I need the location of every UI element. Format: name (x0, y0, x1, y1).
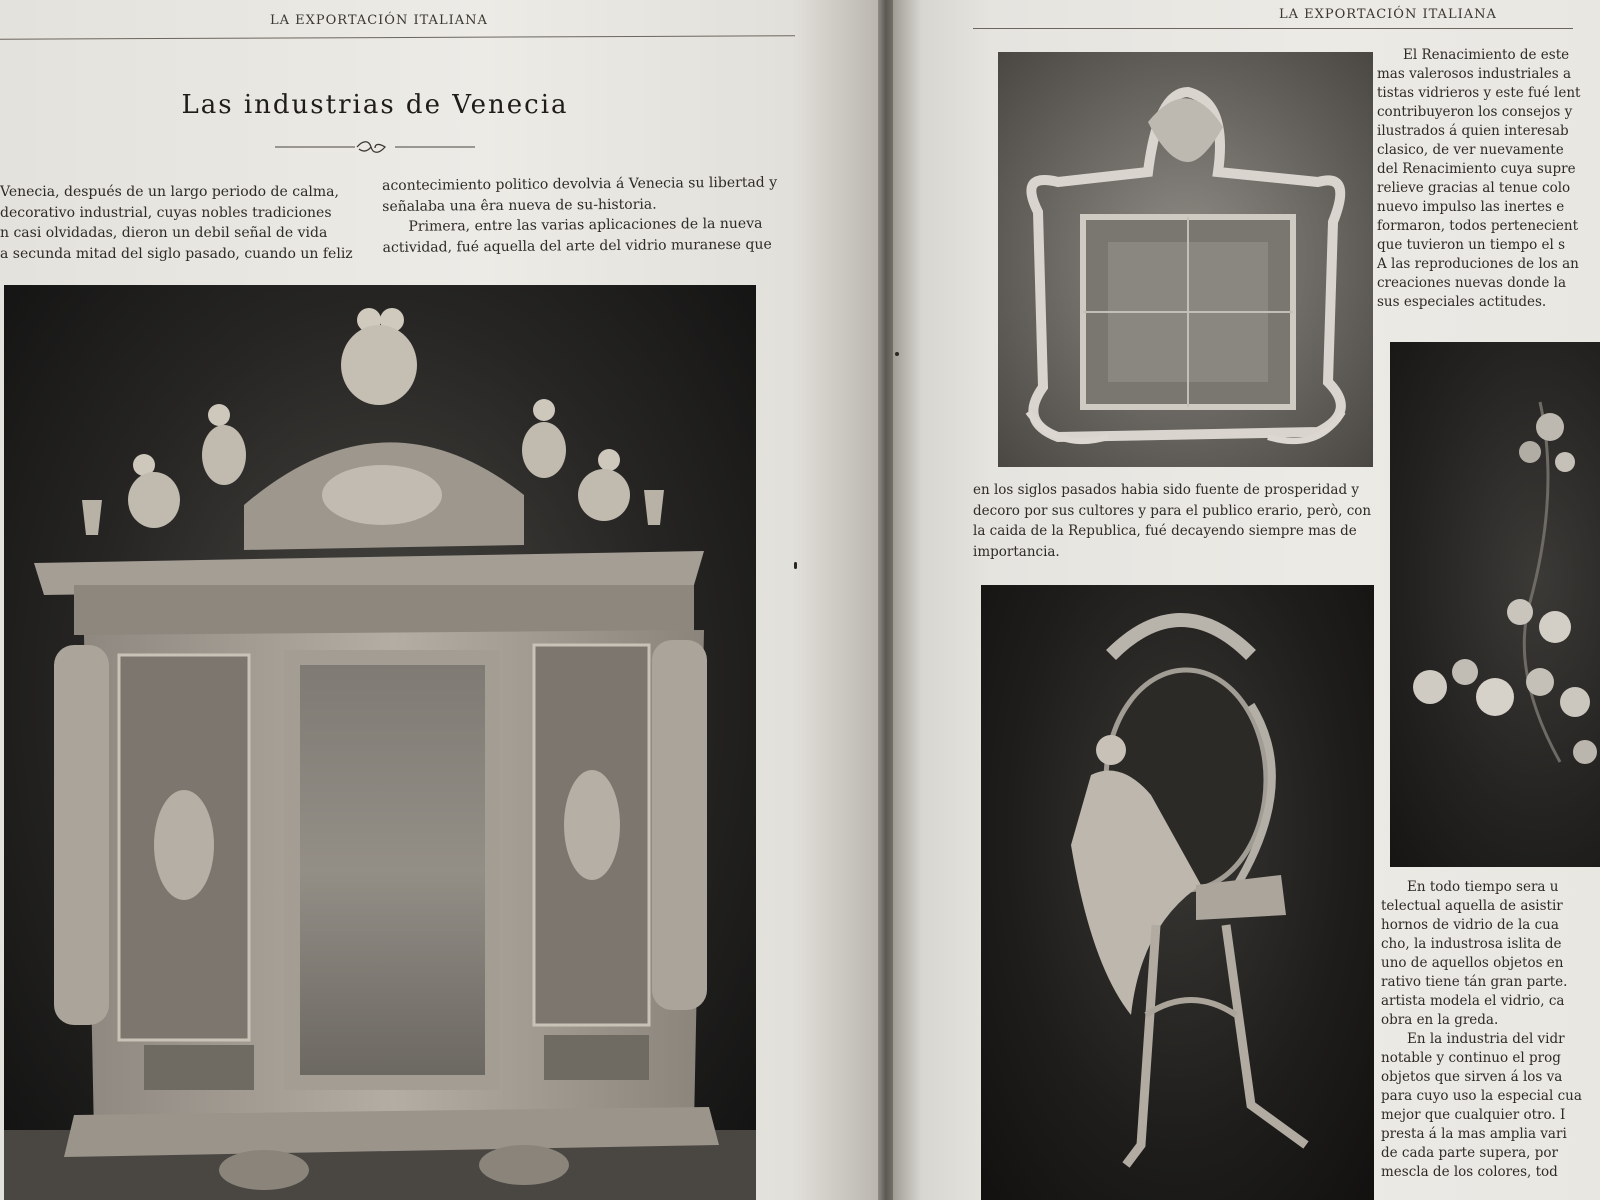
title-ornament (275, 140, 475, 154)
text-line: de cada parte supera, por (1381, 1145, 1558, 1161)
header-rule-right (973, 28, 1573, 29)
text-line: presta á la mas amplia vari (1381, 1126, 1567, 1142)
text-line: actividad, fué aquella del arte del vidrio muranese que (382, 236, 772, 256)
text-line: mas valerosos industriales a (1377, 66, 1572, 82)
text-line: importancia. (973, 543, 1060, 560)
header-rule-left (0, 35, 795, 39)
text-line: El Renacimiento de este (1403, 47, 1570, 63)
text-line: notable y continuo el prog (1381, 1050, 1561, 1066)
venetian-mirror-illustration (998, 52, 1373, 467)
text-line: cho, la industrosa islita de (1381, 936, 1562, 952)
text-line: artista modela el vidrio, ca (1381, 993, 1565, 1009)
text-line: del Renacimiento cuya supre (1377, 161, 1576, 177)
right-column-bottom (1381, 878, 1600, 1182)
text-line: Primera, entre las varias aplicaciones de la nueva (408, 215, 763, 235)
right-page (893, 0, 1600, 1200)
text-line: uno de aquellos objetos en (1381, 955, 1564, 971)
text-line: sus especiales actitudes. (1377, 294, 1547, 310)
cabinet-illustration (4, 285, 756, 1200)
text-line: clasico, de ver nuevamente (1377, 142, 1564, 158)
cabinet-photo (4, 285, 756, 1200)
text-line: señalaba una êra nueva de su-historia. (382, 196, 657, 215)
text-line: En todo tiempo sera u (1407, 879, 1559, 895)
text-line: formaron, todos pertenecient (1377, 218, 1578, 234)
running-head-left: LA EXPORTACIÓN ITALIANA (270, 13, 488, 28)
intro-column-2 (382, 172, 786, 258)
glass-flowers-photo (1390, 342, 1600, 867)
text-line: n casi olvidadas, dieron un debil señal de vida (0, 225, 328, 241)
text-line: mescla de los colores, tod (1381, 1164, 1558, 1180)
text-line: en los siglos pasados habia sido fuente de prosperidad y (973, 482, 1360, 498)
text-line: ilustrados á quien interesab (1377, 123, 1569, 139)
text-line: obra en la greda. (1381, 1012, 1499, 1028)
text-line: acontecimiento politico devolvia á Venecia su libertad y (382, 174, 778, 194)
art-nouveau-mirror-photo (981, 585, 1374, 1200)
text-line: nuevo impulso las inertes e (1377, 199, 1565, 215)
text-line: contribuyeron los consejos y (1377, 104, 1573, 120)
right-column-top (1377, 46, 1600, 312)
text-line: telectual aquella de asistir (1381, 898, 1563, 914)
text-line: decoro por sus cultores y para el publico erario, però, con (973, 502, 1372, 519)
text-line: tistas vidrieros y este fué lent (1377, 85, 1581, 101)
text-line: En la industria del vidr (1407, 1031, 1565, 1047)
running-head-right: LA EXPORTACIÓN ITALIANA (1279, 7, 1497, 22)
text-line: que tuvieron un tiempo el s (1377, 237, 1566, 253)
text-line: hornos de vidrio de la cua (1381, 917, 1559, 933)
text-line: Venecia, después de un largo periodo de calma, (0, 184, 339, 200)
text-line: relieve gracias al tenue colo (1377, 180, 1571, 196)
venetian-mirror-photo (998, 52, 1373, 467)
mid-column-text (973, 480, 1373, 562)
article-title: Las industrias de Venecia (181, 90, 569, 120)
text-line: decorativo industrial, cuyas nobles tradiciones (0, 204, 332, 221)
text-line: la caida de la Republica, fué decayendo siempre mas de (973, 523, 1357, 539)
page-speck (895, 352, 899, 356)
text-line: creaciones nuevas donde la (1377, 275, 1566, 291)
intro-column-1 (0, 182, 364, 264)
text-line: A las reproduciones de los an (1377, 256, 1579, 272)
art-nouveau-mirror-illustration (981, 585, 1374, 1200)
text-line: rativo tiene tán gran parte. (1381, 974, 1568, 990)
text-line: objetos que sirven á los va (1381, 1069, 1563, 1085)
text-line: a secunda mitad del siglo pasado, cuando un feliz (0, 245, 353, 262)
text-line: mejor que cualquier otro. I (1381, 1107, 1566, 1123)
page-speck (794, 562, 797, 569)
text-line: para cuyo uso la especial cua (1381, 1088, 1582, 1104)
glass-flowers-illustration (1390, 342, 1600, 867)
